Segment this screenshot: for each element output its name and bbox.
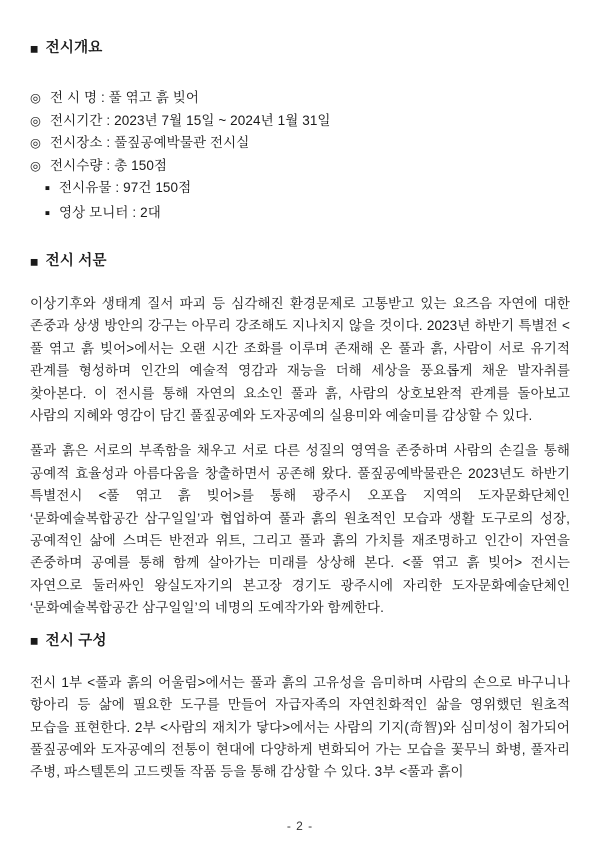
- overview-item-text: 전시수량 : 총 150점: [50, 157, 168, 173]
- section-overview: [30, 40, 570, 226]
- overview-item-period: [30, 110, 570, 133]
- small-square-bullet-icon: ■: [45, 183, 50, 193]
- double-circle-bullet-icon: ◎: [30, 158, 42, 173]
- overview-item-text: 전시기간 : 2023년 7월 15일 ~ 2024년 1월 31일: [50, 112, 331, 128]
- double-circle-bullet-icon: ◎: [30, 113, 42, 128]
- overview-subitem-relics: [30, 177, 570, 202]
- overview-subitem-text: 영상 모니터 : 2대: [59, 204, 161, 220]
- section-heading-composition: [30, 633, 570, 650]
- overview-subitem-monitors: [30, 202, 570, 227]
- section-heading-text: 전시 구성: [45, 632, 107, 649]
- black-square-icon: ■: [30, 253, 39, 269]
- section-heading-text: 전시개요: [45, 40, 103, 56]
- section-heading-preface: [30, 253, 570, 270]
- overview-item-title: [30, 87, 570, 110]
- section-composition: [30, 633, 570, 784]
- overview-item-text: 전 시 명 : 풀 엮고 흙 빚어: [50, 90, 200, 105]
- overview-item-text: 전시장소 : 풀짚공예박물관 전시실: [50, 135, 250, 150]
- overview-subitem-text: 전시유물 : 97건 150점: [59, 180, 192, 195]
- black-square-icon: ■: [30, 40, 39, 56]
- preface-paragraph-1: 이상기후와 생태계 질서 파괴 등 심각해진 환경문제로 고통받고 있는 요즈음 자연에 대한 존중과 상생 방안의 강구는 아무리 강조해도 지나치지 않을 것이다. 2023년 하반기 특별전 <풀 엮고 흙 빚어>에서는 오랜 시간 조화를 이루며 존재해 온 풀과 흙, 사람이 서로 유기적 관계를 형성하며 인간의 예술적 영감과 재능을 더해 세상을 풍요롭게 채운 발자취를 찾아본다. 이 전시를 통해 자연의 요소인 풀과 흙, 사람의 상호보완적 관계를 돌아보고 사람의 지혜와 영감이 담긴 풀짚공예와 도자공예의 실용미와 예술미를 감상할 수 있다.: [30, 296, 570, 424]
- section-heading-text: 전시 서문: [45, 253, 107, 269]
- overview-item-place: [30, 132, 570, 155]
- page-number: - 2 -: [286, 819, 314, 833]
- black-square-icon: ■: [30, 632, 39, 649]
- composition-paragraph-1: 전시 1부 <풀과 흙의 어울림>에서는 풀과 흙의 고유성을 음미하며 사람의 손으로 바구니나 항아리 등 삶에 필요한 도구를 만들어 자급자족의 자연친화적인 삶을 영위했던 원초적 모습을 표현한다. 2부 <사람의 재치가 닿다>에서는 사람의 기지(奇智)와 심미성이 첨가되어 풀짚공예와 도자공예의 전통이 현대에 다양하게 변화되어 가는 모습을 꽃무늬 화병, 풀자리 주병, 파스텔톤의 고드렛돌 작품 등을 통해 감상할 수 있다. 3부 <풀과 흙이: [30, 674, 570, 780]
- double-circle-bullet-icon: ◎: [30, 91, 42, 105]
- overview-item-quantity: [30, 155, 570, 178]
- small-square-bullet-icon: ■: [45, 208, 50, 217]
- section-preface: [30, 253, 570, 620]
- preface-paragraph-2: 풀과 흙은 서로의 부족함을 채우고 서로 다른 성질의 영역을 존중하며 사람의 손길을 통해 공예적 효율성과 아름다움을 창출하면서 공존해 왔다. 풀짚공예박물관은 2023년도 하반기 특별전시 <풀 엮고 흙 빚어>를 통해 광주시 오포읍 지역의 도자문화단체인 ‘문화예술복합공간 삼구일일’과 협업하여 풀과 흙의 원초적인 모습과 생활 도구로의 성장, 공예적인 삶에 스며든 반전과 위트, 그리고 풀과 흙의 가치를 재조명하고 인간이 자연을 존중하며 공예를 통해 함께 살아가는 미래를 상상해 본다. <풀 엮고 흙 빚어> 전시는 자연으로 둘러싸인 왕실도자기의 본고장 경기도 광주시에 자리한 도자문화예술단체인 ‘문화예술복합공간 삼구일일’의 네명의 도예작가와 함께한다.: [30, 443, 570, 616]
- section-heading-overview: [30, 40, 570, 57]
- double-circle-bullet-icon: ◎: [30, 136, 42, 150]
- overview-detail-list: [30, 87, 570, 226]
